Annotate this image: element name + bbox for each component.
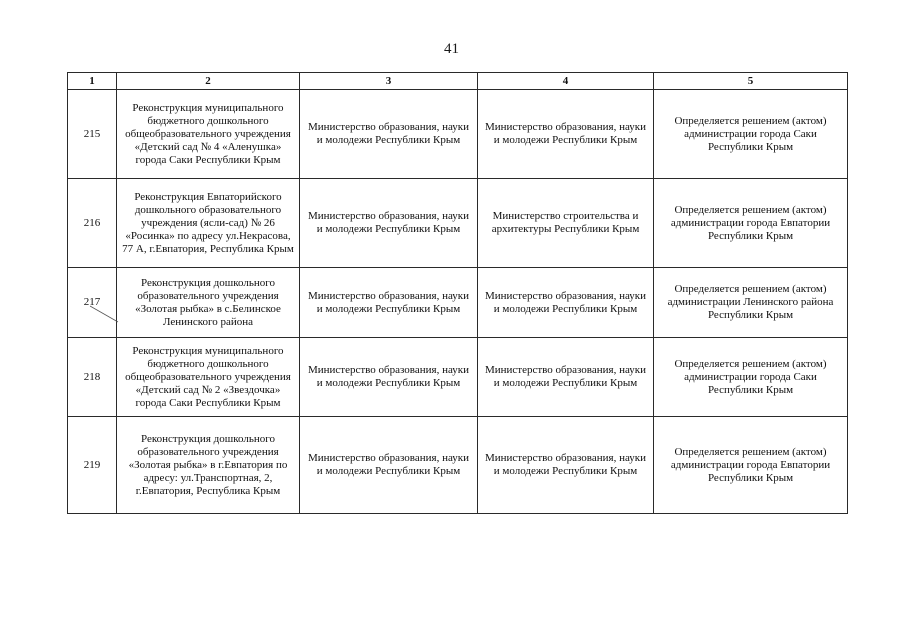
customer-cell: Министерство образования, науки и молодежи Республики Крым bbox=[300, 179, 478, 268]
row-number: 215 bbox=[68, 90, 117, 179]
customer-cell: Министерство образования, науки и молодежи Республики Крым bbox=[300, 268, 478, 338]
page-number: 41 bbox=[444, 41, 459, 57]
customer-cell: Министерство образования, науки и молодежи Республики Крым bbox=[300, 338, 478, 417]
developer-cell: Министерство образования, науки и молодежи Республики Крым bbox=[478, 268, 654, 338]
row-number: 219 bbox=[68, 417, 117, 514]
decision-cell: Определяется решением (актом) администрации города Евпатории Республики Крым bbox=[654, 179, 848, 268]
object-cell: Реконструкция дошкольного образовательного учреждения «Золотая рыбка» в с.Белинское Ленинского района bbox=[117, 268, 300, 338]
object-cell: Реконструкция Евпаторийского дошкольного образовательного учреждения (ясли-сад) № 26 «Росинка» по адресу ул.Некрасова, 77 А, г.Евпатория, Республика Крым bbox=[117, 179, 300, 268]
customer-cell: Министерство образования, науки и молодежи Республики Крым bbox=[300, 90, 478, 179]
table-row bbox=[68, 417, 848, 514]
developer-cell: Министерство образования, науки и молодежи Республики Крым bbox=[478, 90, 654, 179]
object-cell: Реконструкция муниципального бюджетного дошкольного общеобразовательного учреждения «Детский сад № 2 «Звездочка» города Саки Республики Крым bbox=[117, 338, 300, 417]
header-col-2: 2 bbox=[117, 73, 300, 90]
table-row bbox=[68, 338, 848, 417]
developer-cell: Министерство строительства и архитектуры Республики Крым bbox=[478, 179, 654, 268]
table-row bbox=[68, 268, 848, 338]
customer-cell: Министерство образования, науки и молодежи Республики Крым bbox=[300, 417, 478, 514]
row-number: 218 bbox=[68, 338, 117, 417]
object-cell: Реконструкция дошкольного образовательного учреждения «Золотая рыбка» в г.Евпатория по адресу: ул.Транспортная, 2, г.Евпатория, Республика Крым bbox=[117, 417, 300, 514]
decision-cell: Определяется решением (актом) администрации Ленинского района Республики Крым bbox=[654, 268, 848, 338]
pen-stroke-mark bbox=[88, 300, 128, 330]
developer-cell: Министерство образования, науки и молодежи Республики Крым bbox=[478, 417, 654, 514]
decision-cell: Определяется решением (актом) администрации города Саки Республики Крым bbox=[654, 338, 848, 417]
table-row bbox=[68, 90, 848, 179]
table-row bbox=[68, 179, 848, 268]
header-col-4: 4 bbox=[478, 73, 654, 90]
developer-cell: Министерство образования, науки и молодежи Республики Крым bbox=[478, 338, 654, 417]
table-header-row bbox=[68, 73, 848, 90]
header-col-3: 3 bbox=[300, 73, 478, 90]
header-col-1: 1 bbox=[68, 73, 117, 90]
document-table bbox=[67, 72, 848, 514]
header-col-5: 5 bbox=[654, 73, 848, 90]
row-number: 216 bbox=[68, 179, 117, 268]
decision-cell: Определяется решением (актом) администрации города Евпатории Республики Крым bbox=[654, 417, 848, 514]
row-number: 217 bbox=[68, 268, 117, 338]
object-cell: Реконструкция муниципального бюджетного дошкольного общеобразовательного учреждения «Детский сад № 4 «Аленушка» города Саки Республики Крым bbox=[117, 90, 300, 179]
decision-cell: Определяется решением (актом) администрации города Саки Республики Крым bbox=[654, 90, 848, 179]
